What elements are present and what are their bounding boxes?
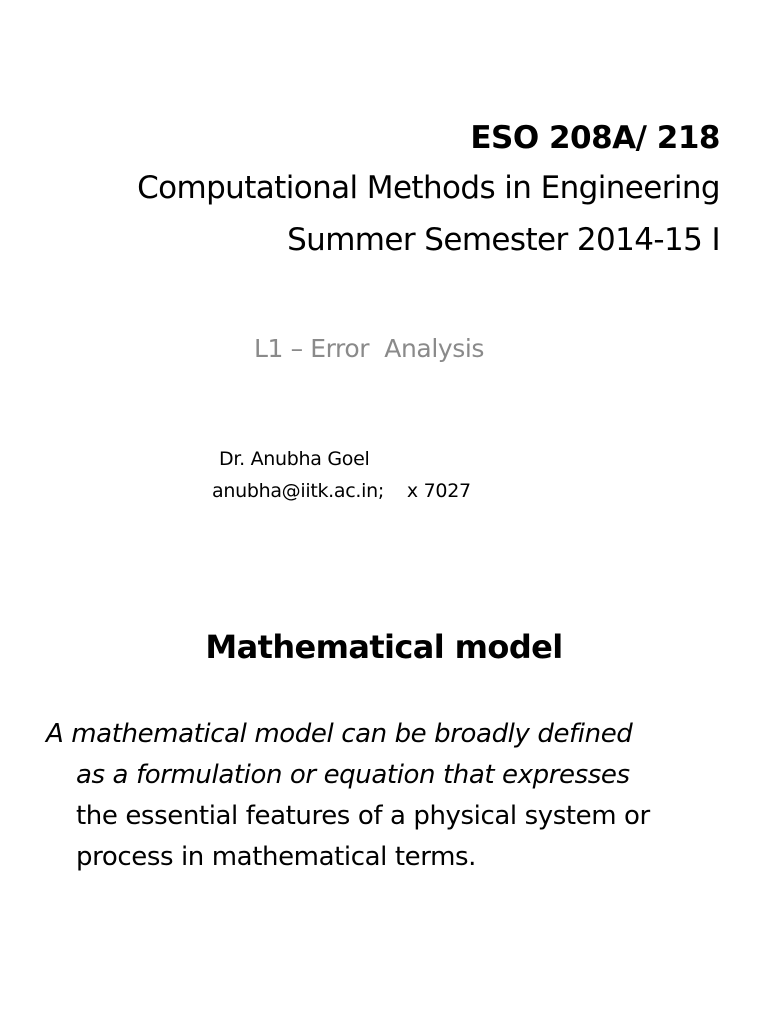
definition-text [46,714,736,878]
definition-line: A mathematical model can be broadly defined [46,719,633,749]
content-slide [0,560,768,1024]
definition-line: as a formulation or equation that expresses [76,760,630,790]
definition-line: the essential features of a physical system or [76,801,650,831]
course-title: Computational Methods in Engineering [137,170,720,206]
definition-line: process in mathematical terms. [76,842,477,872]
course-code: ESO 208A/ 218 [470,120,720,156]
slide-heading: Mathematical model [205,628,563,666]
instructor-name: Dr. Anubha Goel [219,448,370,470]
lecture-title: L1 – Error Analysis [254,334,485,363]
instructor-contact: anubha@iitk.ac.in; x 7027 [212,480,471,502]
semester: Summer Semester 2014-15 I [287,222,720,258]
